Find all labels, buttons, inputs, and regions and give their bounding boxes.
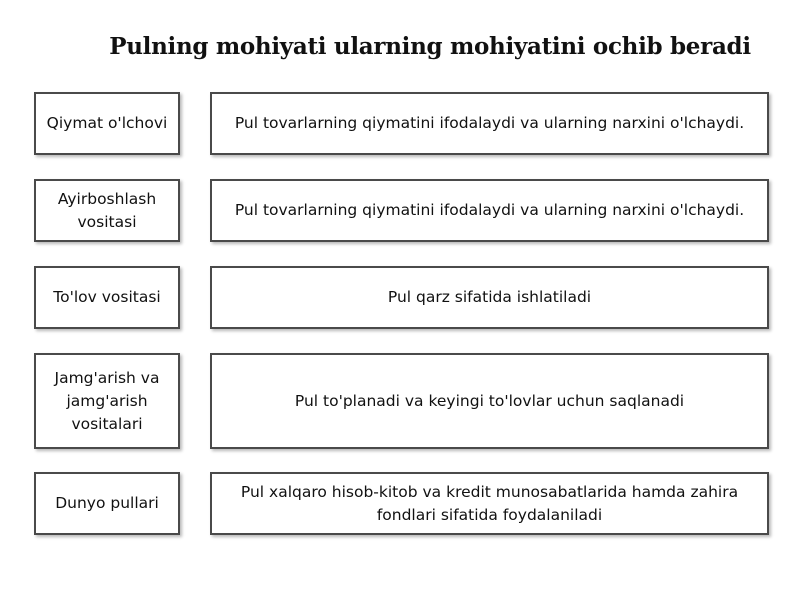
description-text: Pul tovarlarning qiymatini ifodalaydi va ularning narxini o'lchaydi.	[234, 114, 745, 132]
description-text: Pul to'planadi va keyingi to'lovlar uchun saqlanadi	[294, 391, 685, 410]
term-label: Ayirboshlash vositasi	[57, 189, 157, 231]
term-box-store-of-value	[34, 353, 180, 449]
term-box-means-of-payment	[34, 266, 180, 329]
diagram-title: Pulning mohiyati ularning mohiyatini ochib beradi	[109, 33, 751, 60]
description-text: Pul xalqaro hisob-kitob va kredit munosabatlarida hamda zahira fondlari sifatida foydalaniladi	[240, 482, 739, 524]
term-label: Qiymat o'lchovi	[46, 114, 168, 132]
description-box-store-of-value	[210, 353, 769, 449]
term-label: Dunyo pullari	[55, 494, 159, 512]
term-label: To'lov vositasi	[53, 288, 161, 306]
description-box-medium-of-exchange	[210, 179, 769, 242]
description-text: Pul tovarlarning qiymatini ifodalaydi va ularning narxini o'lchaydi.	[234, 201, 745, 219]
term-label: Jamg'arish va jamg'arish vositalari	[54, 368, 160, 433]
description-text: Pul qarz sifatida ishlatiladi	[387, 288, 592, 306]
description-box-measure-of-value	[210, 92, 769, 155]
description-box-world-money	[210, 472, 769, 535]
term-box-measure-of-value	[34, 92, 180, 155]
term-box-world-money	[34, 472, 180, 535]
term-box-medium-of-exchange	[34, 179, 180, 242]
description-box-means-of-payment	[210, 266, 769, 329]
